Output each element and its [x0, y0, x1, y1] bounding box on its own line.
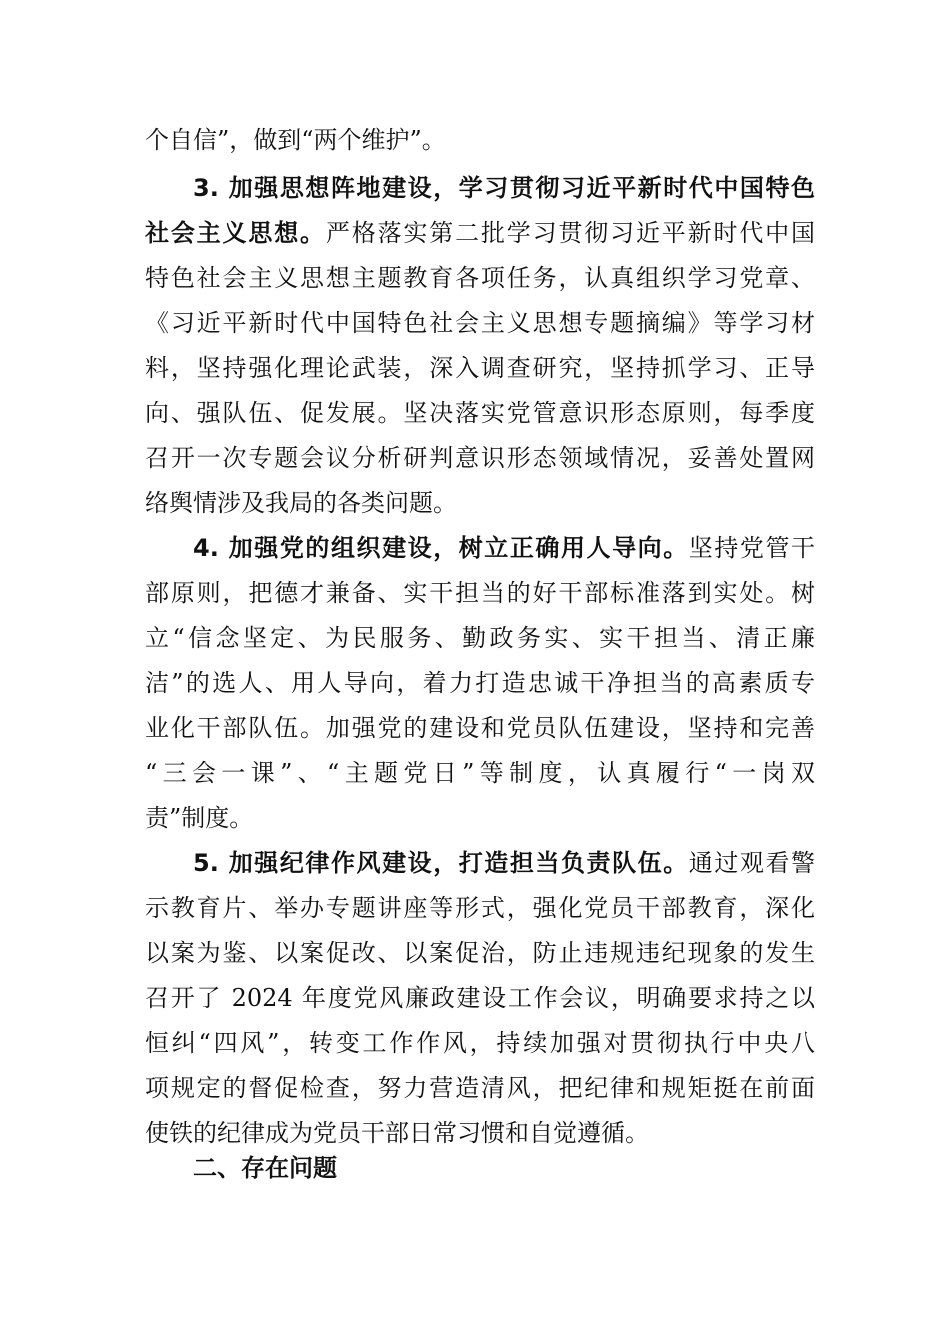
- item4-line2: 部原则，把德才兼备、实干担当的好干部标准落到实处。树: [145, 579, 815, 607]
- item3-title-line1: 3. 加强思想阵地建设，学习贯彻习近平新时代中国特色: [193, 174, 815, 202]
- item3-line8: 络舆情涉及我局的各类问题。: [145, 489, 457, 517]
- item4-title: 4. 加强党的组织建设，树立正确用人导向。: [193, 534, 689, 562]
- item5-line2: 示教育片、举办专题讲座等形式，强化党员干部教育，深化: [145, 894, 815, 922]
- item4-line4: 洁”的选人、用人导向，着力打造忠诚干净担当的高素质专: [145, 669, 815, 697]
- item3-line6: 向、强队伍、促发展。坚决落实党管意识形态原则，每季度: [145, 399, 815, 427]
- item4-line3: 立“信念坚定、为民服务、勤政务实、实干担当、清正廉: [145, 624, 815, 652]
- item5-line7: 使铁的纪律成为党员干部日常习惯和自觉遵循。: [145, 1119, 649, 1147]
- item5-title: 5. 加强纪律作风建设，打造担当负责队伍。: [193, 849, 689, 877]
- item3-line4: 《习近平新时代中国特色社会主义思想专题摘编》等学习材: [145, 309, 815, 337]
- item3-line2-text: 严格落实第二批学习贯彻习近平新时代中国: [325, 219, 815, 247]
- intro-tail-line: 个自信”，做到“两个维护”。: [145, 126, 446, 154]
- item4-line6: “三会一课”、“主题党日”等制度，认真履行“一岗双: [145, 759, 815, 787]
- item5-line1: [193, 847, 815, 879]
- item4-line5: 业化干部队伍。加强党的建设和党员队伍建设，坚持和完善: [145, 714, 815, 742]
- item5-line1-text: 通过观看警: [688, 849, 815, 877]
- item3-line7: 召开一次专题会议分析研判意识形态领域情况，妥善处置网: [145, 444, 815, 472]
- item3-line3: 特色社会主义思想主题教育各项任务，认真组织学习党章、: [145, 264, 815, 292]
- item5-line4: 召开了 2024 年度党风廉政建设工作会议，明确要求持之以: [145, 984, 815, 1012]
- section-heading-problems: 二、存在问题: [193, 1154, 337, 1182]
- item3-title-line2: 社会主义思想。: [145, 219, 326, 247]
- item5-line3: 以案为鉴、以案促改、以案促治，防止违规违纪现象的发生: [145, 939, 815, 967]
- item4-line7: 责”制度。: [145, 804, 254, 832]
- item5-line6: 项规定的督促检查，努力营造清风，把纪律和规矩挺在前面: [145, 1074, 815, 1102]
- item3-line2: [145, 217, 815, 249]
- item5-line5: 恒纠“四风”，转变工作作风，持续加强对贯彻执行中央八: [145, 1029, 815, 1057]
- item4-line1-text: 坚持党管干: [688, 534, 815, 562]
- item4-line1: [193, 532, 815, 564]
- item3-line5: 料，坚持强化理论武装，深入调查研究，坚持抓学习、正导: [145, 354, 815, 382]
